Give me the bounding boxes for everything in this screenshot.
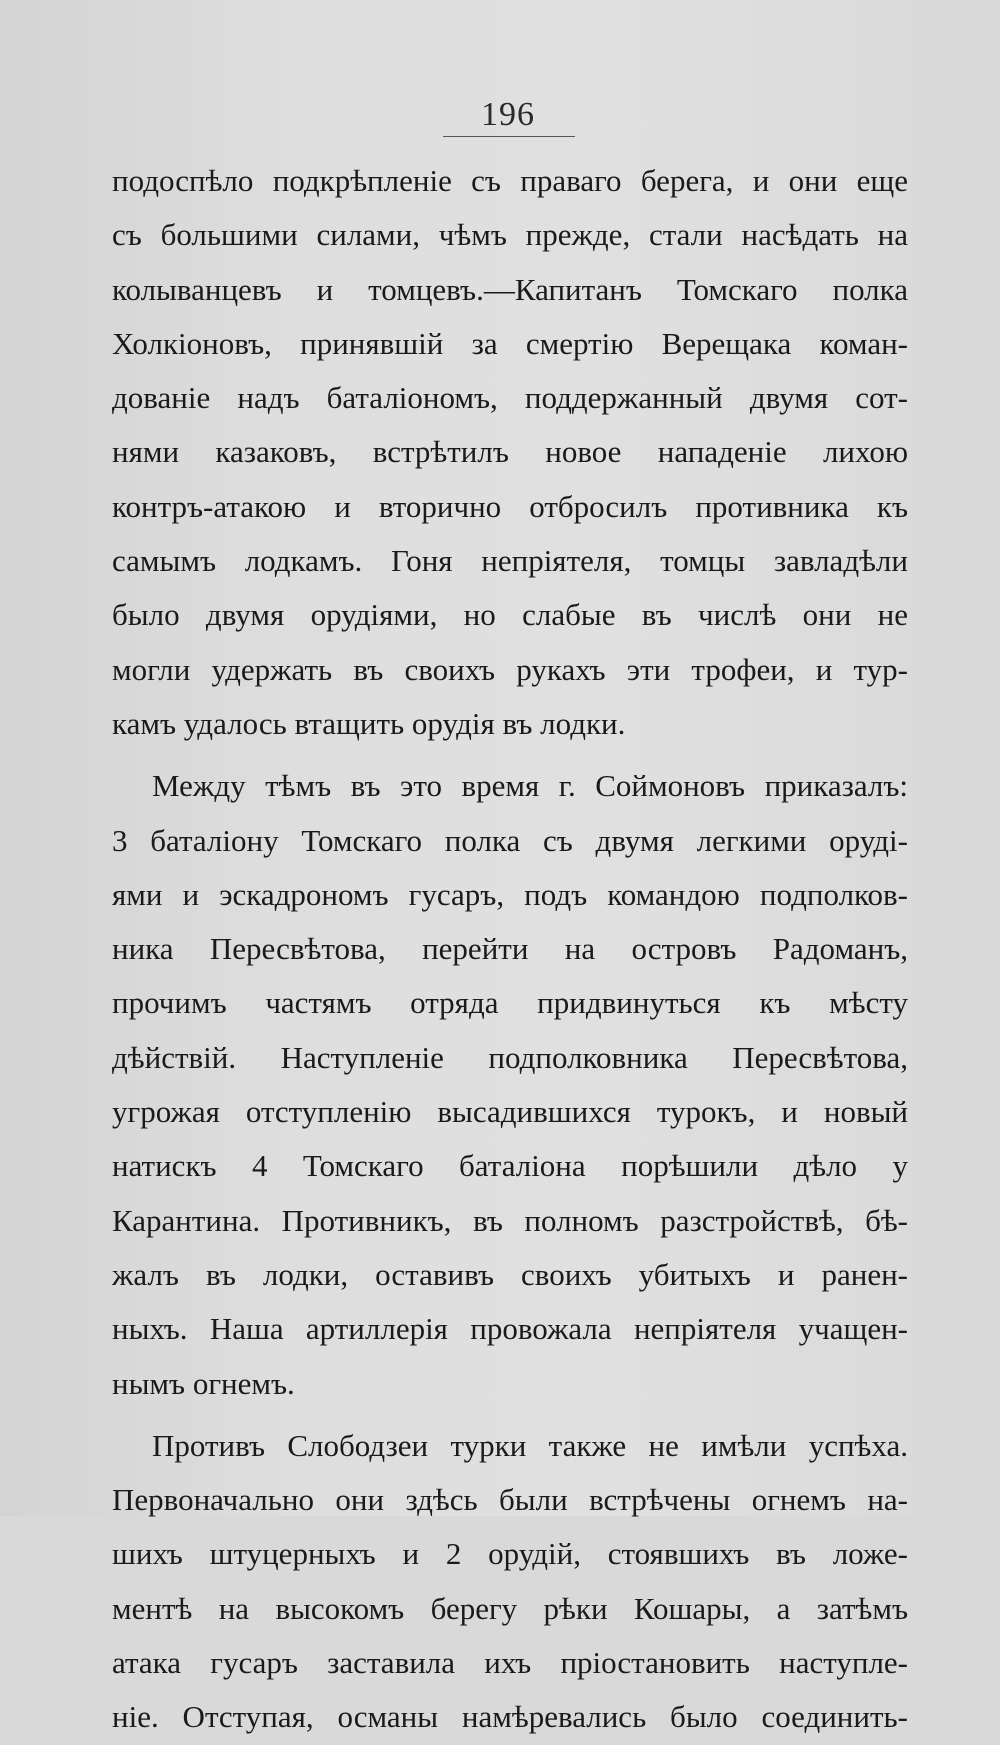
text-line: ментѣ на высокомъ берегу рѣки Кошары, а затѣмъ	[112, 1590, 908, 1626]
text-line: Между тѣмъ въ это время г. Соймоновъ приказалъ:	[152, 768, 908, 804]
paragraph-gap	[112, 1411, 908, 1419]
paragraph	[112, 1419, 908, 1745]
text-line: камъ удалось втащить орудія въ лодки.	[112, 705, 626, 741]
text-line: нями казаковъ, встрѣтилъ новое нападеніе лихою	[112, 434, 908, 470]
text-line: ніе. Отступая, османы намѣревались было соединить-	[112, 1699, 908, 1735]
text-line: прочимъ частямъ отряда придвинуться къ мѣсту	[112, 985, 908, 1021]
text-line: натискъ 4 Томскаго баталіона порѣшили дѣло у	[112, 1148, 908, 1184]
text-line: ника Пересвѣтова, перейти на островъ Радоманъ,	[112, 931, 908, 967]
text-line: Противъ Слободзеи турки также не имѣли успѣха.	[152, 1427, 908, 1463]
text-line: нымъ огнемъ.	[112, 1365, 295, 1401]
text-line: шихъ штуцерныхъ и 2 орудій, стоявшихъ въ ложе-	[112, 1536, 908, 1572]
text-line: подоспѣло подкрѣпленіе съ праваго берега, и они еще	[112, 163, 908, 198]
text-line: ями и эскадрономъ гусаръ, подъ командою подполков-	[112, 876, 908, 912]
paragraph	[112, 154, 908, 751]
text-line: 3 баталіону Томскаго полка съ двумя легкими орудi-	[112, 822, 908, 858]
text-line: самымъ лодкамъ. Гоня непріятеля, томцы завладѣли	[112, 543, 908, 579]
text-line: дѣйствій. Наступленіе подполковника Пересвѣтова,	[112, 1039, 908, 1075]
text-line: Первоначально они здѣсь были встрѣчены огнемъ на-	[112, 1482, 908, 1518]
text-line: ныхъ. Наша артиллерія провожала непріятеля учащен-	[112, 1311, 908, 1347]
text-line: колыванцевъ и томцевъ.—Капитанъ Томскаго полка	[112, 271, 908, 307]
text-line: контръ-атакою и вторично отбросилъ противника къ	[112, 488, 908, 524]
text-line: жалъ въ лодки, оставивъ своихъ убитыхъ и ранен-	[112, 1256, 908, 1292]
text-line: могли удержать въ своихъ рукахъ эти трофеи, и тур-	[112, 651, 908, 687]
body-text	[112, 154, 908, 1745]
paragraph-gap	[112, 751, 908, 759]
text-line: было двумя орудіями, но слабые въ числѣ они не	[112, 597, 908, 633]
header-rule	[443, 136, 575, 137]
text-line: дованіе надъ баталіономъ, поддержанный двумя сот-	[112, 380, 908, 416]
page-number: 196	[481, 96, 535, 133]
text-line: съ большими силами, чѣмъ прежде, стали насѣдать на	[112, 217, 908, 253]
text-line: Карантина. Противникъ, въ полномъ разстройствѣ, бѣ-	[112, 1202, 908, 1238]
text-line: атака гусаръ заставила ихъ пріостановить наступле-	[112, 1645, 908, 1681]
text-line: угрожая отступленію высадившихся турокъ, и новый	[112, 1094, 908, 1130]
paragraph	[112, 759, 908, 1411]
text-line: Холкіоновъ, принявшій за смертію Верещака коман-	[112, 325, 908, 361]
